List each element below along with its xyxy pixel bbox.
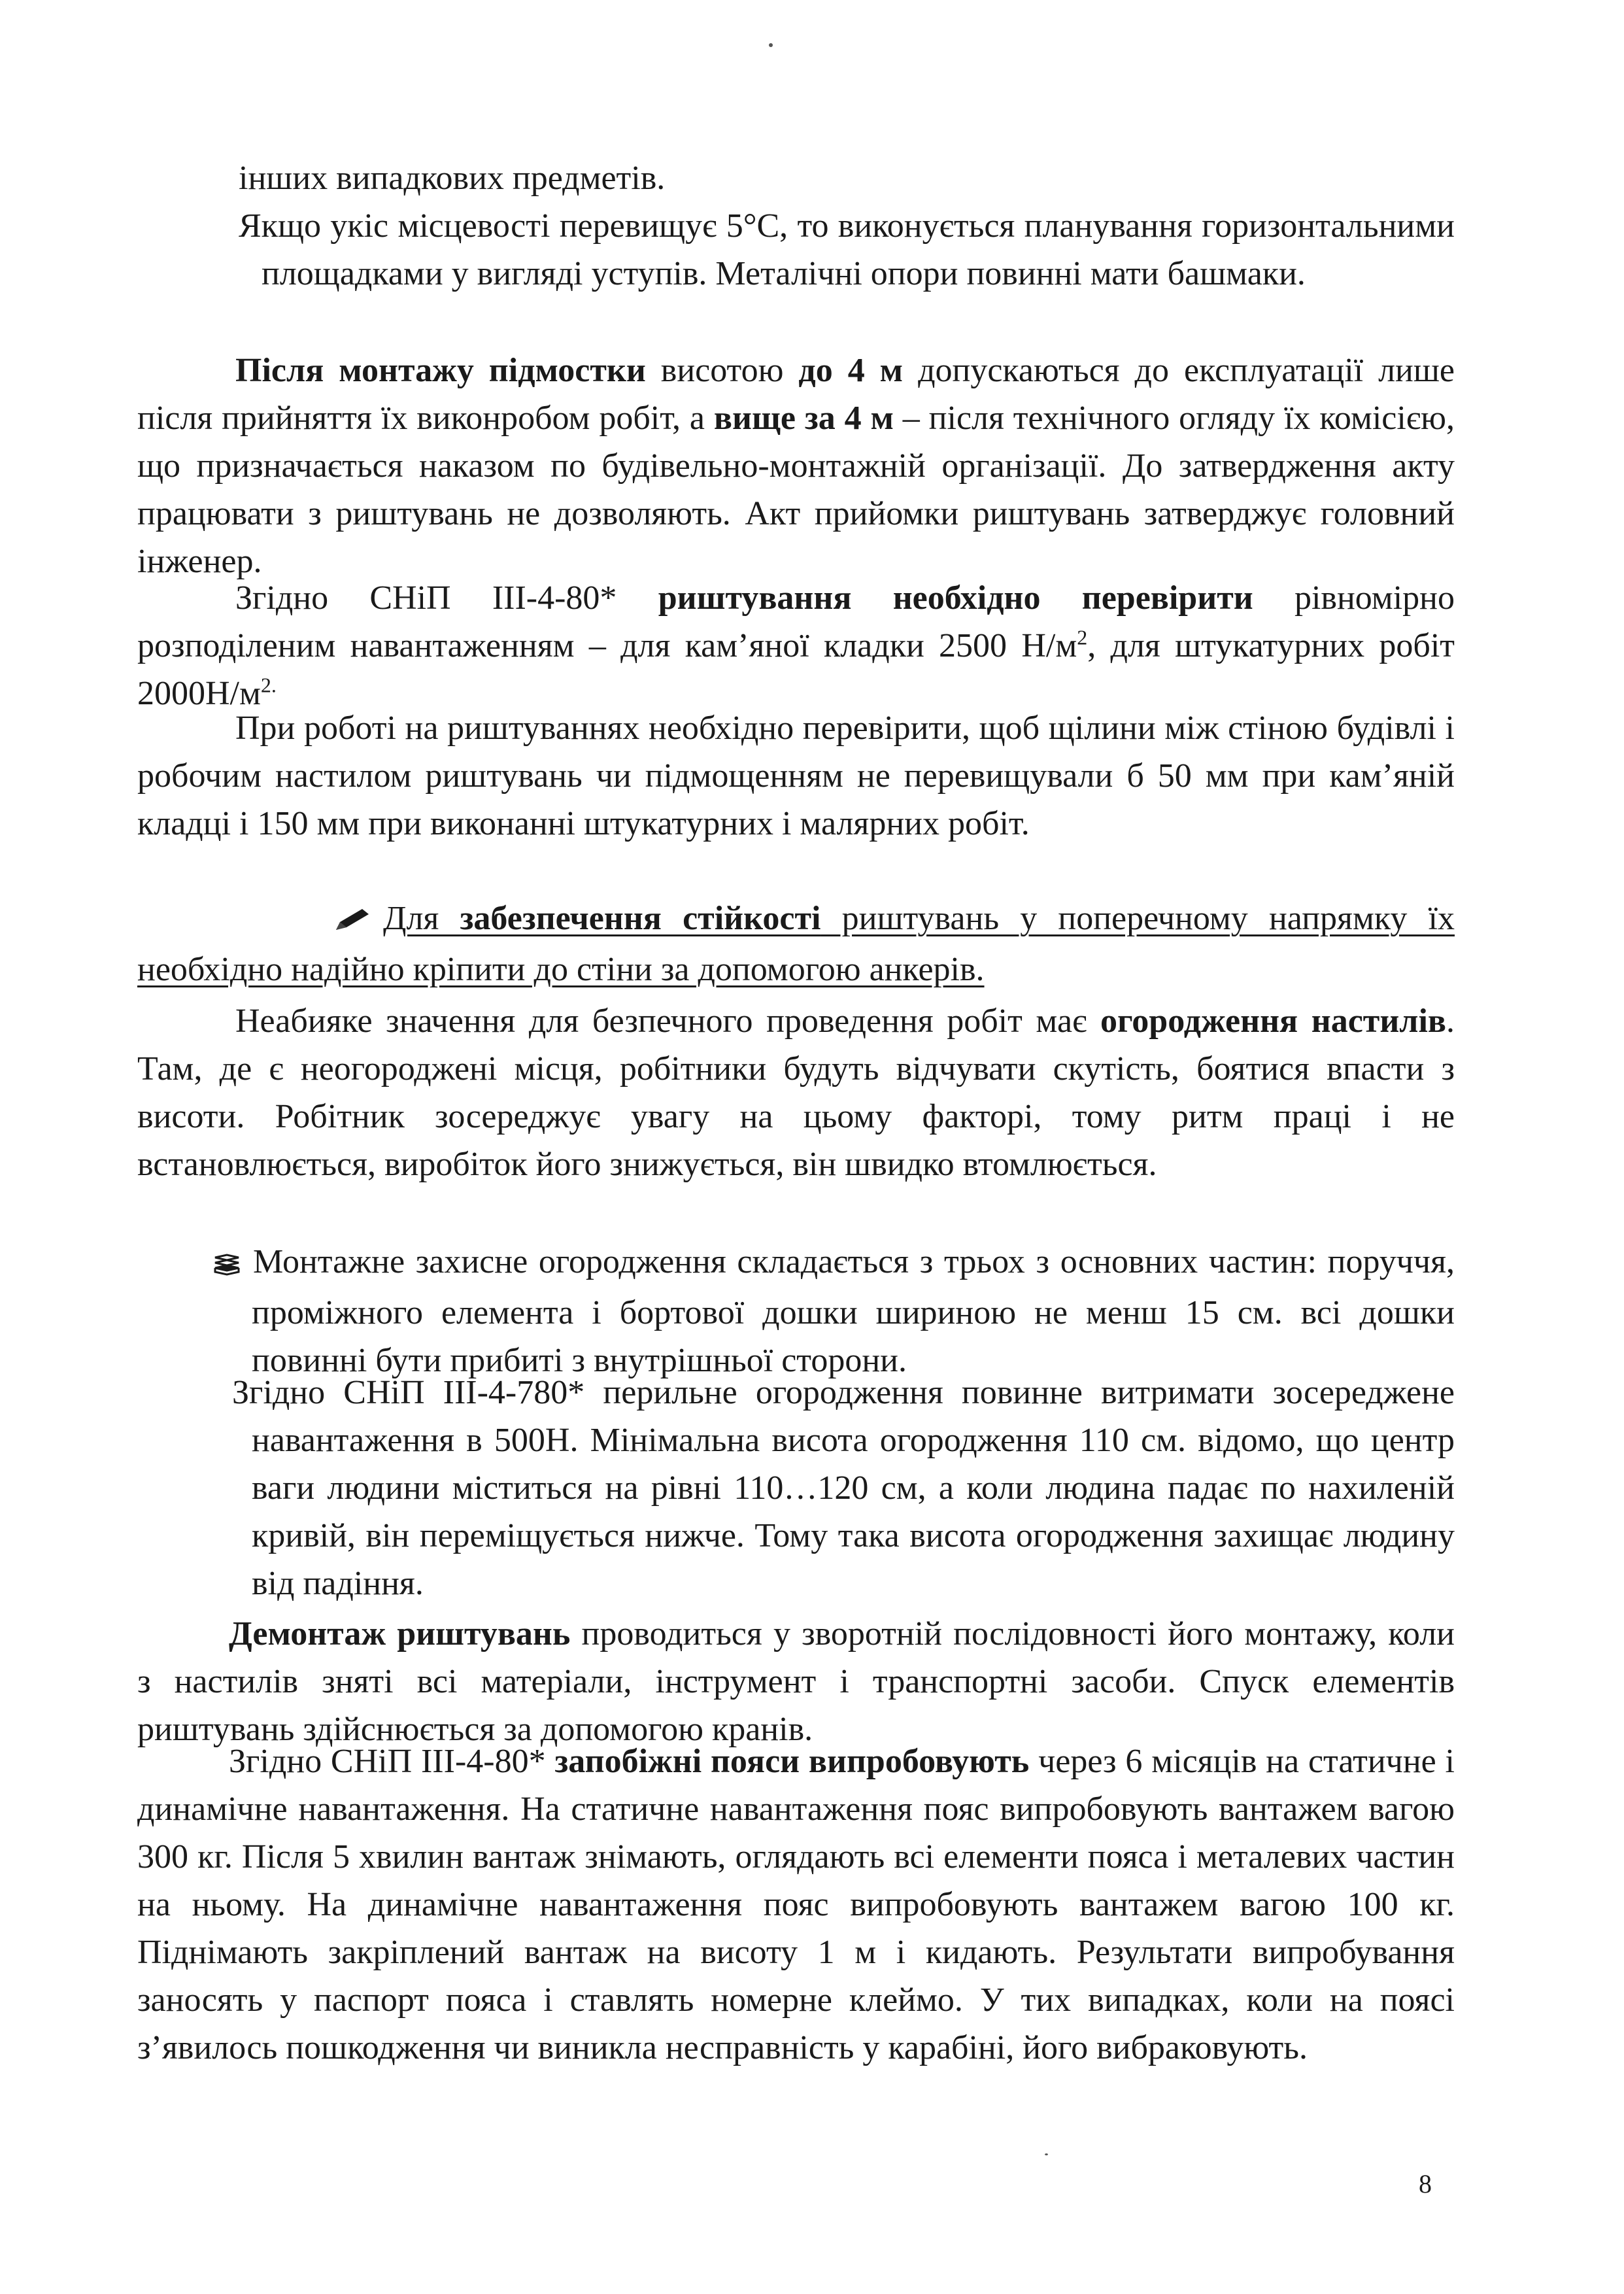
- pencil-icon: [235, 898, 371, 946]
- stacked-books-icon: [232, 1241, 241, 1289]
- paragraph-fencing-importance: [137, 997, 1455, 1188]
- paragraph-slope-planning: [239, 202, 1455, 298]
- text-fragment: Неабияке значення для безпечного проведення робіт має: [235, 1002, 1100, 1040]
- text-fragment: рівномірно розподіленим навантаженням – для кам’яної кладки 2500 Н/м: [137, 579, 1455, 664]
- railing-load-text: Згідно СНіП ІІІ-4-780* перильне огородження повинне витримати зосереджене навантаження в 500Н. Мінімальна висота огородження 110 см. відомо, що центр ваги людини міститься на рівні 110…120 см, а коли людина падає по нахиленій кривій, він переміщується нижче. Тому така висота огородження захищає людину від падіння.: [232, 1374, 1455, 1602]
- text-fragment: через 6 місяців на статичне і динамічне навантаження. На статичне навантаження пояс випробовують вантажем вагою 300 кг. Після 5 хвилин вантаж знімають, оглядають всі елементи пояса і металевих частин на ньому. На динамічне навантаження пояс випробовують вантажем вагою 100 кг. Піднімають закріплений вантаж на висоту 1 м і кидають. Результати випробування заносять у паспорт пояса і ставлять номерне клеймо. У тих випадках, коли на поясі з’явилось пошкодження чи виникла несправність у карабіні, його вибраковують.: [137, 1743, 1455, 2066]
- bold-up-to-4m: до 4 м: [798, 352, 904, 389]
- text-fragment: проводиться у зворотній послідовності його монтажу, коли з настилів зняті всі матеріали, інструмент і транспортні засоби. Спуск елементів риштувань здійснюється за допомогою кранів.: [137, 1615, 1455, 1748]
- paragraph-stability: [137, 895, 1455, 993]
- line-other-objects: інших випадкових предметів.: [239, 160, 666, 197]
- text-fragment: , для штукатурних робіт 2000Н/м: [137, 627, 1455, 712]
- paragraph-load-test: [137, 574, 1455, 717]
- gaps-text: При роботі на риштуваннях необхідно перевірити, щоб щілини між стіною будівлі і робочим настилом риштувань чи підмощенням не перевищували б 50 мм при кам’яній кладці і 150 мм при виконанні штукатурних і малярних робіт.: [137, 710, 1455, 842]
- text-fragment: Згідно СНіП ІІІ-4-80*: [235, 579, 658, 617]
- bold-dismantling: Демонтаж риштувань: [229, 1615, 571, 1652]
- text-fragment: риштувань у поперечному напрямку їх необхідно надійно кріпити до стіни за допомогою анкерів.: [137, 900, 1455, 988]
- paragraph-railing-load: [232, 1369, 1455, 1607]
- text-fragment: Згідно СНіП ІІІ-4-80*: [229, 1743, 555, 1780]
- slope-planning-text: Якщо укіс місцевості перевищує 5°С, то виконується планування горизонтальними площадками у вигляді уступів. Металічні опори повинні мати башмаки.: [239, 207, 1455, 292]
- paragraph-gaps: [137, 704, 1455, 847]
- protective-fence-text: Монтажне захисне огородження складається з трьох з основних частин: поруччя, проміжного елемента і бортової дошки шириною не менш 15 см. всі дошки повинні бути прибиті з внутрішньої сторони.: [252, 1243, 1455, 1379]
- text-fragment: допускаються до експлуатації лише після прийняття їх виконробом робіт, а: [137, 352, 1455, 437]
- paragraph-safety-belts: [137, 1738, 1455, 2072]
- paragraph-protective-fence: [232, 1238, 1455, 1384]
- scan-speck: [769, 43, 773, 47]
- superscript: 2.: [260, 673, 277, 697]
- paragraph-dismantling: [137, 1610, 1455, 1753]
- text-fragment: . Там, де є неогороджені місця, робітники будуть відчувати скутість, боятися впасти з висоти. Робітник зосереджує увагу на цьому факторі, тому ритм праці і не встановлюється, виробіток його знижується, він швидко втомлюється.: [137, 1002, 1455, 1183]
- superscript: 2: [1077, 625, 1088, 649]
- bold-deck-fencing: огородження настилів: [1100, 1002, 1446, 1040]
- bold-safety-belts: запобіжні пояси випробовують: [554, 1743, 1030, 1780]
- bold-stability: забезпечення стійкості: [460, 900, 821, 937]
- paragraph-uneven-terrain: [239, 154, 1455, 202]
- bold-must-check: риштування необхідно перевірити: [658, 579, 1253, 617]
- bold-above-4m: вище за 4 м: [713, 400, 894, 437]
- bold-after-assembly: Після монтажу підмостки: [235, 352, 646, 389]
- text-fragment: – після технічного огляду їх комісією, що призначається наказом по будівельно-монтажній організації. До затвердження акту працювати з риштувань не дозволяють. Акт прийомки риштувань затверджує головний інженер.: [137, 400, 1455, 580]
- page-number: 8: [1419, 2169, 1432, 2199]
- text-fragment: висотою: [645, 352, 799, 389]
- paragraph-after-assembly: [137, 347, 1455, 585]
- scan-speck: [1045, 2153, 1048, 2155]
- text-fragment: Для: [383, 900, 460, 937]
